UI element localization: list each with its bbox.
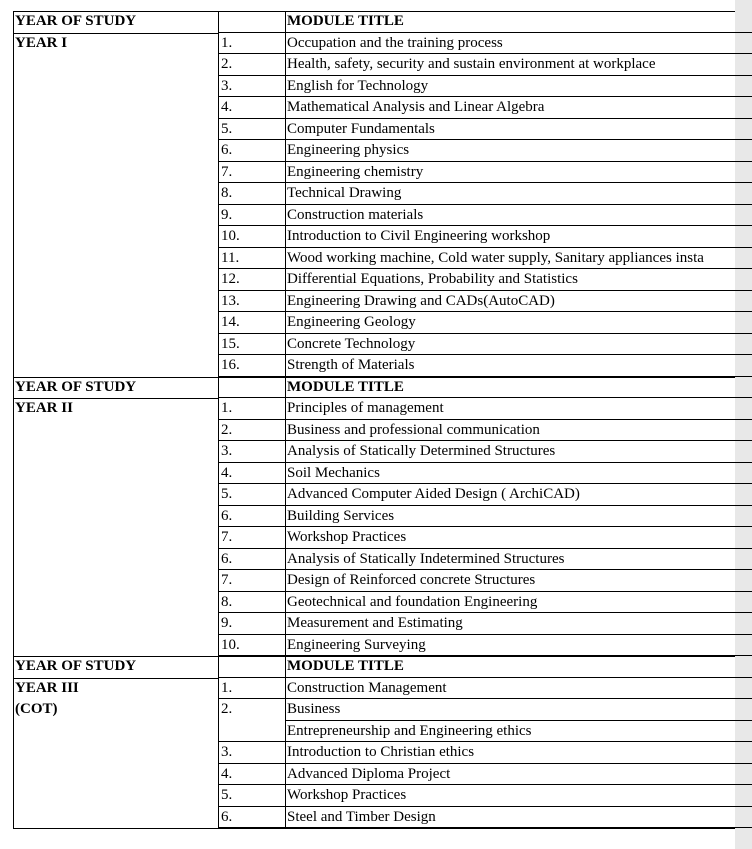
module-title: Workshop Practices xyxy=(285,785,752,807)
module-title-heading: MODULE TITLE xyxy=(285,377,752,399)
table-row xyxy=(13,398,752,420)
year-label: YEAR III xyxy=(15,679,79,696)
number-heading-cell xyxy=(218,656,285,678)
table-rule-horizontal xyxy=(13,377,735,378)
module-number: 6. xyxy=(218,807,285,829)
table-row xyxy=(13,97,752,119)
year-cell xyxy=(13,613,218,635)
year-cell xyxy=(13,162,218,184)
module-title: Differential Equations, Probability and Statistics xyxy=(285,269,752,291)
year-cell xyxy=(13,119,218,141)
module-number: 8. xyxy=(218,592,285,614)
table-row xyxy=(13,549,752,571)
module-number: 6. xyxy=(218,549,285,571)
year-cell xyxy=(13,592,218,614)
table-row xyxy=(13,291,752,313)
module-number: 7. xyxy=(218,570,285,592)
module-number: 5. xyxy=(218,785,285,807)
table-row xyxy=(13,764,752,786)
module-title: Introduction to Civil Engineering workshop xyxy=(285,226,752,248)
year-cell xyxy=(13,420,218,442)
table-row xyxy=(13,420,752,442)
table-row xyxy=(13,226,752,248)
year-cell xyxy=(13,721,218,743)
table-row xyxy=(13,785,752,807)
module-title: Business xyxy=(285,699,752,721)
module-title-heading: MODULE TITLE xyxy=(285,11,752,33)
year-cell xyxy=(13,226,218,248)
table-row xyxy=(13,33,752,55)
module-number: 11. xyxy=(218,248,285,270)
year-cell: (COT) xyxy=(15,701,58,717)
year-cell xyxy=(13,742,218,764)
table-rule-horizontal xyxy=(13,398,218,399)
module-title: Strength of Materials xyxy=(285,355,752,377)
module-number: 1. xyxy=(218,33,285,55)
table-row xyxy=(13,441,752,463)
module-title: Measurement and Estimating xyxy=(285,613,752,635)
year-cell xyxy=(13,76,218,98)
module-number: 5. xyxy=(218,484,285,506)
module-title: Engineering Surveying xyxy=(285,635,752,657)
module-title: Steel and Timber Design xyxy=(285,807,752,829)
year-cell xyxy=(13,527,218,549)
module-number: 7. xyxy=(218,162,285,184)
module-title: Principles of management xyxy=(285,398,752,420)
module-title: Engineering Geology xyxy=(285,312,752,334)
module-number: 14. xyxy=(218,312,285,334)
module-number: 3. xyxy=(218,76,285,98)
section-heading-row xyxy=(13,11,752,33)
module-title: Analysis of Statically Determined Structures xyxy=(285,441,752,463)
year-of-study-heading: YEAR OF STUDY xyxy=(15,13,137,29)
module-number: 6. xyxy=(218,506,285,528)
year-cell xyxy=(13,248,218,270)
year-cell xyxy=(13,334,218,356)
table-rule-vertical xyxy=(13,11,14,829)
module-title: Design of Reinforced concrete Structures xyxy=(285,570,752,592)
module-number: 7. xyxy=(218,527,285,549)
table-row xyxy=(13,635,752,657)
year-cell xyxy=(13,183,218,205)
module-title: Mathematical Analysis and Linear Algebra xyxy=(285,97,752,119)
table-row xyxy=(13,76,752,98)
table-row xyxy=(13,183,752,205)
module-title: Building Services xyxy=(285,506,752,528)
year-cell xyxy=(13,140,218,162)
year-cell xyxy=(13,506,218,528)
table-rule-vertical xyxy=(285,11,286,829)
year-of-study-heading: YEAR OF STUDY xyxy=(15,658,137,674)
table-row xyxy=(13,119,752,141)
module-number: 16. xyxy=(218,355,285,377)
module-number: 10. xyxy=(218,226,285,248)
table-row xyxy=(13,678,752,700)
table-row xyxy=(13,807,752,829)
module-title: Advanced Computer Aided Design ( ArchiCAD) xyxy=(285,484,752,506)
module-title: Wood working machine, Cold water supply, Sanitary appliances insta xyxy=(285,248,752,270)
table-row xyxy=(13,570,752,592)
year-cell xyxy=(13,269,218,291)
table-row xyxy=(13,592,752,614)
year-cell xyxy=(13,97,218,119)
module-number: 9. xyxy=(218,613,285,635)
module-number: 2. xyxy=(218,54,285,76)
module-title-heading: MODULE TITLE xyxy=(285,656,752,678)
table-row xyxy=(13,613,752,635)
module-title: Technical Drawing xyxy=(285,183,752,205)
module-title: Geotechnical and foundation Engineering xyxy=(285,592,752,614)
year-cell xyxy=(13,355,218,377)
table-rule-horizontal xyxy=(13,33,218,34)
year-cell xyxy=(13,54,218,76)
table-row xyxy=(13,699,752,721)
module-title: Entrepreneurship and Engineering ethics xyxy=(285,721,752,743)
table-row xyxy=(13,355,752,377)
year-label: YEAR II xyxy=(15,400,73,416)
module-number: 3. xyxy=(218,742,285,764)
module-table xyxy=(13,11,752,828)
table-rule-vertical xyxy=(218,11,219,829)
table-row xyxy=(13,140,752,162)
module-number: 4. xyxy=(218,463,285,485)
module-number: 15. xyxy=(218,334,285,356)
module-title: Introduction to Christian ethics xyxy=(285,742,752,764)
number-heading-cell xyxy=(218,377,285,399)
module-number: 1. xyxy=(218,398,285,420)
section-heading-row xyxy=(13,377,752,399)
module-title: Occupation and the training process xyxy=(285,33,752,55)
year-cell xyxy=(13,570,218,592)
module-number: 5. xyxy=(218,119,285,141)
table-rule-horizontal xyxy=(13,11,735,12)
module-number: 9. xyxy=(218,205,285,227)
table-row xyxy=(13,162,752,184)
table-row xyxy=(13,463,752,485)
module-number: 2. xyxy=(221,701,233,717)
module-title: Construction materials xyxy=(285,205,752,227)
module-title: English for Technology xyxy=(285,76,752,98)
module-number: 2. xyxy=(218,420,285,442)
year-cell xyxy=(13,291,218,313)
table-row xyxy=(13,527,752,549)
module-title: Health, safety, security and sustain environment at workplace xyxy=(285,54,752,76)
table-row xyxy=(13,205,752,227)
module-number: 1. xyxy=(218,678,285,700)
module-title: Engineering physics xyxy=(285,140,752,162)
year-cell xyxy=(13,441,218,463)
year-cell xyxy=(13,463,218,485)
module-number: 4. xyxy=(218,764,285,786)
table-row xyxy=(13,506,752,528)
module-number: 4. xyxy=(218,97,285,119)
year-cell xyxy=(13,312,218,334)
section-heading-row xyxy=(13,656,752,678)
year-cell xyxy=(13,807,218,829)
module-number: 12. xyxy=(218,269,285,291)
table-row xyxy=(13,269,752,291)
year-cell xyxy=(13,764,218,786)
year-of-study-heading: YEAR OF STUDY xyxy=(15,378,137,395)
table-row xyxy=(13,484,752,506)
module-number: 6. xyxy=(218,140,285,162)
module-number xyxy=(218,721,285,743)
module-number: 13. xyxy=(218,291,285,313)
module-title: Analysis of Statically Indetermined Structures xyxy=(285,549,752,571)
module-number: 8. xyxy=(218,183,285,205)
module-title: Concrete Technology xyxy=(285,334,752,356)
module-title: Soil Mechanics xyxy=(285,463,752,485)
module-title: Workshop Practices xyxy=(285,527,752,549)
table-row xyxy=(13,248,752,270)
module-number: 3. xyxy=(218,441,285,463)
module-title: Engineering chemistry xyxy=(285,162,752,184)
table-rule-horizontal xyxy=(13,828,735,829)
module-number: 10. xyxy=(218,635,285,657)
year-cell xyxy=(13,205,218,227)
module-title: Engineering Drawing and CADs(AutoCAD) xyxy=(285,291,752,313)
year-cell xyxy=(13,635,218,657)
year-cell xyxy=(13,785,218,807)
module-title: Business and professional communication xyxy=(285,420,752,442)
year-label: YEAR I xyxy=(15,34,68,51)
module-title: Construction Management xyxy=(285,678,752,700)
year-cell xyxy=(13,549,218,571)
module-title: Computer Fundamentals xyxy=(285,119,752,141)
table-row xyxy=(13,312,752,334)
number-heading-cell xyxy=(218,11,285,33)
table-row xyxy=(13,742,752,764)
table-row xyxy=(13,721,752,743)
table-rule-horizontal xyxy=(13,656,735,657)
module-title: Advanced Diploma Project xyxy=(285,764,752,786)
year-cell xyxy=(13,484,218,506)
table-row xyxy=(13,334,752,356)
table-rule-horizontal xyxy=(13,678,218,679)
table-row xyxy=(13,54,752,76)
